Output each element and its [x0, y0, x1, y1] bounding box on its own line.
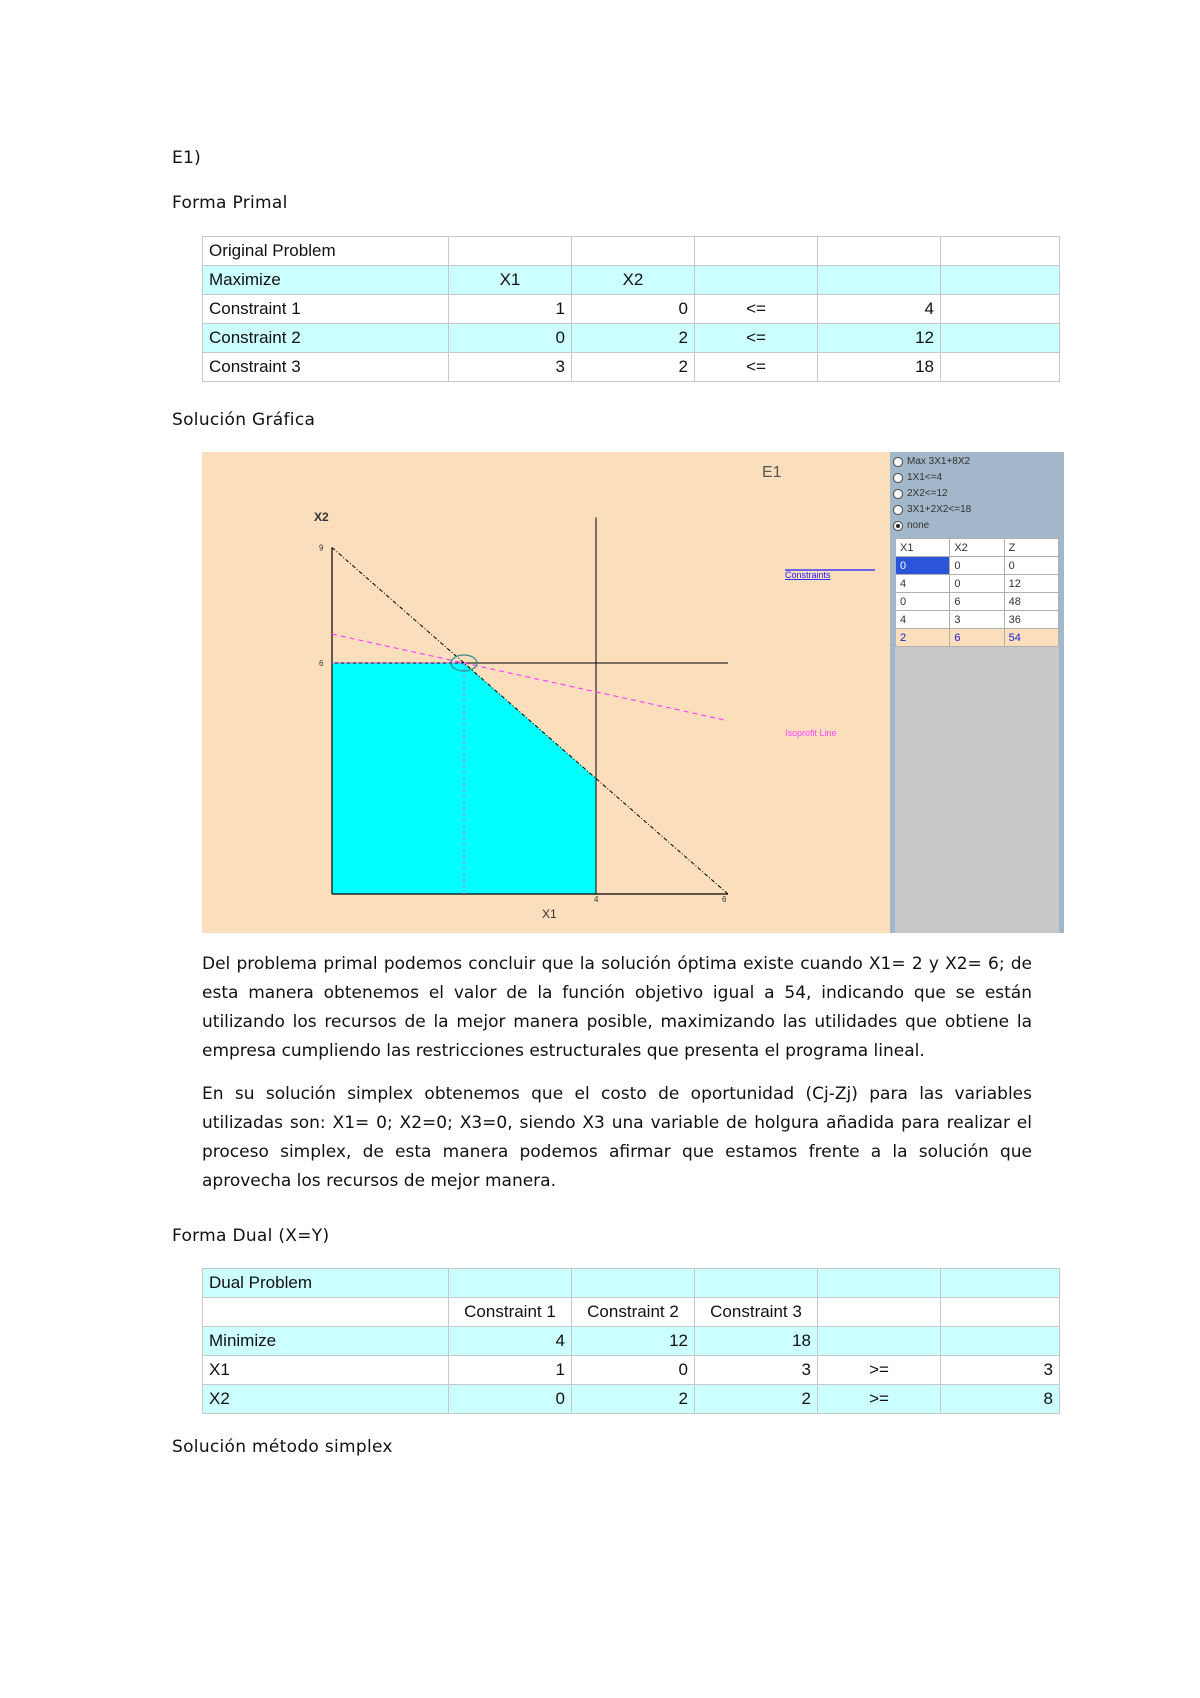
table-row — [203, 1356, 1060, 1385]
table-cell: 12 — [1004, 575, 1058, 593]
table-row[interactable] — [896, 611, 1059, 629]
table-header-row — [896, 539, 1059, 557]
table-cell: Constraint 3 — [695, 1298, 818, 1327]
table-cell: 0 — [572, 1356, 695, 1385]
column-header: Z — [1004, 539, 1058, 557]
table-cell: 4 — [818, 295, 941, 324]
table-cell: 1 — [449, 295, 572, 324]
simplex-paragraph: En su solución simplex obtenemos que el costo de oportunidad (Cj-Zj) para las variables utilizadas son: X1= 0; X2=0; X3=0, siendo X3 una variable de holgura añadida para realizar el proceso simplex, de esta manera podemos afirmar que estamos frente a la solución que aprovecha los recursos de mejor manera. — [202, 1084, 1032, 1191]
table-cell: 0 — [449, 1385, 572, 1414]
radio-constraint-2[interactable] — [893, 488, 948, 499]
corner-points-table — [895, 538, 1059, 933]
table-cell: 8 — [941, 1385, 1060, 1414]
x-tick-label: 4 — [594, 895, 599, 904]
table-cell: 0 — [896, 557, 950, 575]
table-cell: Constraint 1 — [203, 295, 449, 324]
table-cell: 4 — [896, 575, 950, 593]
table-cell: 0 — [1004, 557, 1058, 575]
radio-constraint-1[interactable] — [893, 472, 942, 483]
table-row — [203, 1298, 1060, 1327]
radio-label: none — [907, 520, 930, 531]
table-row — [203, 237, 1060, 266]
column-header: X1 — [896, 539, 950, 557]
table-cell: >= — [818, 1356, 941, 1385]
table-cell: 3 — [695, 1356, 818, 1385]
table-cell: Constraint 2 — [203, 324, 449, 353]
table-cell: 2 — [572, 324, 695, 353]
table-cell: 54 — [1004, 629, 1058, 647]
primal-table — [202, 236, 1060, 382]
radio-icon — [893, 457, 903, 467]
table-cell: 0 — [572, 295, 695, 324]
table-cell: 4 — [449, 1327, 572, 1356]
table-cell: 3 — [941, 1356, 1060, 1385]
y-tick-label: 6 — [319, 659, 324, 668]
table-cell: 6 — [950, 629, 1004, 647]
table-row[interactable] — [896, 575, 1059, 593]
table-row — [203, 266, 1060, 295]
table-cell: Constraint 3 — [203, 353, 449, 382]
radio-selected-icon — [893, 521, 903, 531]
radio-constraint-3[interactable] — [893, 504, 971, 515]
table-cell: 18 — [695, 1327, 818, 1356]
table-cell: Maximize — [203, 266, 449, 295]
dual-table — [202, 1268, 1060, 1414]
graph-options-panel — [890, 452, 1064, 933]
table-cell: X1 — [203, 1356, 449, 1385]
table-cell: 3 — [950, 611, 1004, 629]
table-row — [203, 1269, 1060, 1298]
table-row — [203, 1385, 1060, 1414]
radio-label: Max 3X1+8X2 — [907, 456, 971, 467]
graphical-heading: Solución Gráfica — [172, 410, 316, 430]
table-cell: Minimize — [203, 1327, 449, 1356]
radio-icon — [893, 489, 903, 499]
radio-objective[interactable] — [893, 456, 970, 467]
table-cell: 0 — [449, 324, 572, 353]
table-cell: >= — [818, 1385, 941, 1414]
radio-label: 2X2<=12 — [907, 488, 948, 499]
table-row-optimal[interactable] — [896, 629, 1059, 647]
table-row — [203, 324, 1060, 353]
table-cell: 1 — [449, 1356, 572, 1385]
table-cell: Constraint 2 — [572, 1298, 695, 1327]
radio-none[interactable] — [893, 520, 929, 531]
table-row — [203, 295, 1060, 324]
graph-area — [202, 452, 890, 933]
table-cell: 0 — [950, 557, 1004, 575]
radio-label: 3X1+2X2<=18 — [907, 504, 972, 515]
conclusion-paragraph: Del problema primal podemos concluir que la solución óptima existe cuando X1= 2 y X2= 6; de esta manera obtenemos el valor de la función objetivo igual a 54, indicando que se están utilizando los recursos de la mejor manera posible, maximizando las utilidades que obtiene la empresa cumpliendo las restricciones estructurales que presenta el programa lineal. — [202, 954, 1032, 1061]
lp-graph — [202, 452, 890, 933]
table-row[interactable] — [896, 593, 1059, 611]
table-cell: 2 — [572, 353, 695, 382]
isoprofit-legend: Isoprofit Line — [785, 728, 837, 738]
table-cell: 36 — [1004, 611, 1058, 629]
x-axis-label: X1 — [542, 907, 557, 921]
table-row[interactable] — [896, 557, 1059, 575]
section-label: E1) — [172, 148, 202, 168]
table-cell: X1 — [449, 266, 572, 295]
table-row — [203, 353, 1060, 382]
dual-heading: Forma Dual (X=Y) — [172, 1226, 330, 1246]
y-tick-label: 9 — [319, 543, 324, 553]
radio-label: 1X1<=4 — [907, 472, 943, 483]
table-cell: 2 — [572, 1385, 695, 1414]
table-cell: 6 — [950, 593, 1004, 611]
simplex-heading: Solución método simplex — [172, 1437, 393, 1457]
constraints-legend: Constraints — [785, 570, 831, 580]
table-cell: 2 — [695, 1385, 818, 1414]
table-cell: 18 — [818, 353, 941, 382]
table-cell: Original Problem — [203, 237, 449, 266]
table-cell: X2 — [203, 1385, 449, 1414]
column-header: X2 — [950, 539, 1004, 557]
table-cell: 0 — [896, 593, 950, 611]
table-cell: 12 — [818, 324, 941, 353]
y-axis-label: X2 — [314, 510, 329, 524]
primal-heading: Forma Primal — [172, 193, 288, 213]
table-cell: 12 — [572, 1327, 695, 1356]
radio-icon — [893, 505, 903, 515]
table-row — [203, 1327, 1060, 1356]
table-cell: <= — [695, 295, 818, 324]
table-cell: Dual Problem — [203, 1269, 449, 1298]
table-cell: <= — [695, 324, 818, 353]
chart-title: E1 — [762, 464, 782, 481]
table-cell: 48 — [1004, 593, 1058, 611]
table-cell: <= — [695, 353, 818, 382]
x-tick-label: 6 — [722, 895, 727, 904]
table-cell: 4 — [896, 611, 950, 629]
table-cell: 2 — [896, 629, 950, 647]
table-cell: 0 — [950, 575, 1004, 593]
radio-icon — [893, 473, 903, 483]
table-cell: 3 — [449, 353, 572, 382]
table-cell: X2 — [572, 266, 695, 295]
table-cell: Constraint 1 — [449, 1298, 572, 1327]
